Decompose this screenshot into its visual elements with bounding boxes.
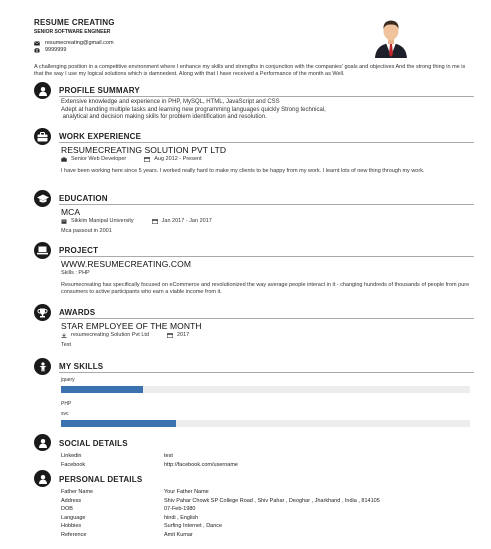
calendar-icon bbox=[152, 219, 158, 224]
section-divider bbox=[59, 256, 474, 257]
skill-bar bbox=[61, 420, 470, 427]
personal-value: Shiv Pahar Chowk SP College Road , Shiv Pahar , Deoghar , Jharkhand , India , 814105 bbox=[164, 497, 380, 504]
section-personal-details bbox=[34, 470, 474, 539]
personal-value: 07-Feb-1980 bbox=[164, 506, 196, 513]
section-divider bbox=[59, 318, 474, 319]
award-name: STAR EMPLOYEE OF THE MONTH bbox=[61, 321, 202, 331]
trophy-icon bbox=[34, 304, 51, 321]
skill-bar-fill bbox=[61, 420, 176, 427]
section-title: PROJECT bbox=[59, 246, 99, 255]
project-name: WWW.RESUMECREATING.COM bbox=[61, 259, 192, 269]
skill-item bbox=[61, 411, 474, 427]
skill-bar bbox=[61, 408, 470, 411]
personal-key: Hobbies bbox=[61, 523, 82, 530]
building-icon bbox=[61, 219, 67, 224]
candidate-name: RESUME CREATING bbox=[34, 18, 115, 27]
social-row bbox=[61, 461, 474, 470]
skill-bar bbox=[61, 386, 470, 393]
email-text[interactable]: resumecreating@gmail.com bbox=[45, 40, 114, 46]
avatar bbox=[373, 16, 409, 58]
envelope-icon bbox=[34, 41, 40, 46]
profile-line: analytical and decision making skills for problem identification and resolution. bbox=[61, 114, 267, 120]
section-my-skills bbox=[34, 358, 474, 427]
personal-value: Surfing Internet , Dance bbox=[164, 523, 223, 530]
user-icon bbox=[34, 82, 51, 99]
contact-email bbox=[34, 40, 114, 46]
company-name: RESUMECREATING SOLUTION PVT LTD bbox=[61, 145, 227, 155]
section-social-details bbox=[34, 434, 474, 469]
job-period: Aug 2012 - Present bbox=[154, 155, 202, 162]
personal-row bbox=[61, 505, 474, 514]
skill-label: jquery bbox=[61, 377, 75, 383]
social-value[interactable]: http://facebook.com/username bbox=[164, 461, 238, 468]
profile-line: Adept at handling multiple tasks and learning new programming languages quickly Strong technical, bbox=[61, 106, 326, 113]
personal-value: Your Father Name bbox=[164, 489, 209, 496]
personal-row bbox=[61, 497, 474, 506]
award-organization: resumecreating Solution Pvt Ltd bbox=[71, 331, 149, 338]
intro-text: A challenging position in a competitive environment where I enhance my skills and strengths in conjunction with the companies' goals and objectives And the strong thing in me is that the way I use my logical solutions which is damnedest. Along with that I have received a Performance of the month as Well. bbox=[34, 64, 466, 77]
user-icon bbox=[34, 470, 51, 487]
skill-label: svc bbox=[61, 411, 69, 417]
award-year: 2017 bbox=[176, 331, 190, 338]
personal-key: Father Name bbox=[61, 489, 94, 496]
award-meta bbox=[61, 332, 474, 340]
experience-description: I have been working here since 5 years. I worked really hard to make my clients to be happy from my work. I learnt lots of new thing through my work. bbox=[61, 168, 425, 174]
section-education bbox=[34, 190, 474, 235]
graduation-cap-icon bbox=[34, 190, 51, 207]
personal-value: hindi , English bbox=[164, 514, 199, 521]
calendar-icon bbox=[144, 157, 150, 162]
briefcase-icon bbox=[61, 157, 67, 162]
personal-row bbox=[61, 522, 474, 531]
download-icon bbox=[61, 333, 67, 338]
section-profile-summary bbox=[34, 82, 474, 122]
candidate-role: SENIOR SOFTWARE ENGINEER bbox=[34, 29, 111, 35]
education-period: Jan 2017 - Jan 2017 bbox=[161, 217, 212, 224]
personal-key: Reference bbox=[61, 531, 87, 538]
job-position: Senior Web Developer bbox=[71, 155, 127, 162]
section-title: WORK EXPERIENCE bbox=[59, 132, 142, 141]
briefcase-icon bbox=[34, 128, 51, 145]
award-note: Test bbox=[61, 342, 72, 348]
phone-text: 9999999 bbox=[45, 47, 67, 53]
project-description: Resumecreating has specifically focused on eCommerce and revolutionized the way average people interact in it - changing hundreds of thousands of people from pure consumers to active participants who earn a viable income from it. bbox=[61, 281, 470, 295]
profile-line: Extensive knowledge and experience in PHP, MySQL, HTML, JavaScript and CSS bbox=[61, 99, 280, 105]
experience-meta bbox=[61, 156, 474, 164]
project-skills: Skills : PHP bbox=[61, 269, 90, 276]
skill-item bbox=[61, 401, 474, 411]
person-icon bbox=[34, 358, 51, 375]
section-title: EDUCATION bbox=[59, 194, 108, 203]
contact-phone bbox=[34, 47, 66, 53]
personal-key: DOB bbox=[61, 506, 73, 513]
social-row bbox=[61, 452, 474, 461]
social-key: Linkedin bbox=[61, 453, 82, 460]
personal-key: Language bbox=[61, 514, 86, 521]
social-key: Facebook bbox=[61, 461, 86, 468]
phone-icon bbox=[34, 48, 40, 53]
section-title: AWARDS bbox=[59, 308, 96, 317]
section-divider bbox=[59, 96, 474, 97]
personal-row bbox=[61, 514, 474, 523]
section-project bbox=[34, 242, 474, 296]
degree-name: MCA bbox=[61, 207, 81, 217]
calendar-icon bbox=[167, 333, 173, 338]
section-title: PROFILE SUMMARY bbox=[59, 86, 140, 95]
section-title: PERSONAL DETAILS bbox=[59, 475, 143, 484]
personal-key: Address bbox=[61, 497, 82, 504]
skill-label: PHP bbox=[61, 401, 72, 407]
education-meta bbox=[61, 218, 474, 226]
laptop-icon bbox=[34, 242, 51, 259]
skill-bar-fill bbox=[61, 386, 143, 393]
section-title: MY SKILLS bbox=[59, 362, 104, 371]
personal-row bbox=[61, 488, 474, 497]
section-awards bbox=[34, 304, 474, 349]
skill-item bbox=[61, 377, 474, 393]
section-divider bbox=[59, 142, 474, 143]
section-divider bbox=[59, 204, 474, 205]
education-note: Mca passout in 2001 bbox=[61, 228, 112, 234]
user-icon bbox=[34, 434, 51, 451]
section-divider bbox=[59, 372, 474, 373]
personal-row bbox=[61, 531, 474, 540]
personal-value: Amit Kumar bbox=[164, 531, 193, 538]
social-value[interactable]: test bbox=[164, 453, 173, 460]
school-name: Sikkim Manipal University bbox=[71, 217, 134, 224]
section-work-experience bbox=[34, 128, 474, 175]
section-title: SOCIAL DETAILS bbox=[59, 439, 128, 448]
